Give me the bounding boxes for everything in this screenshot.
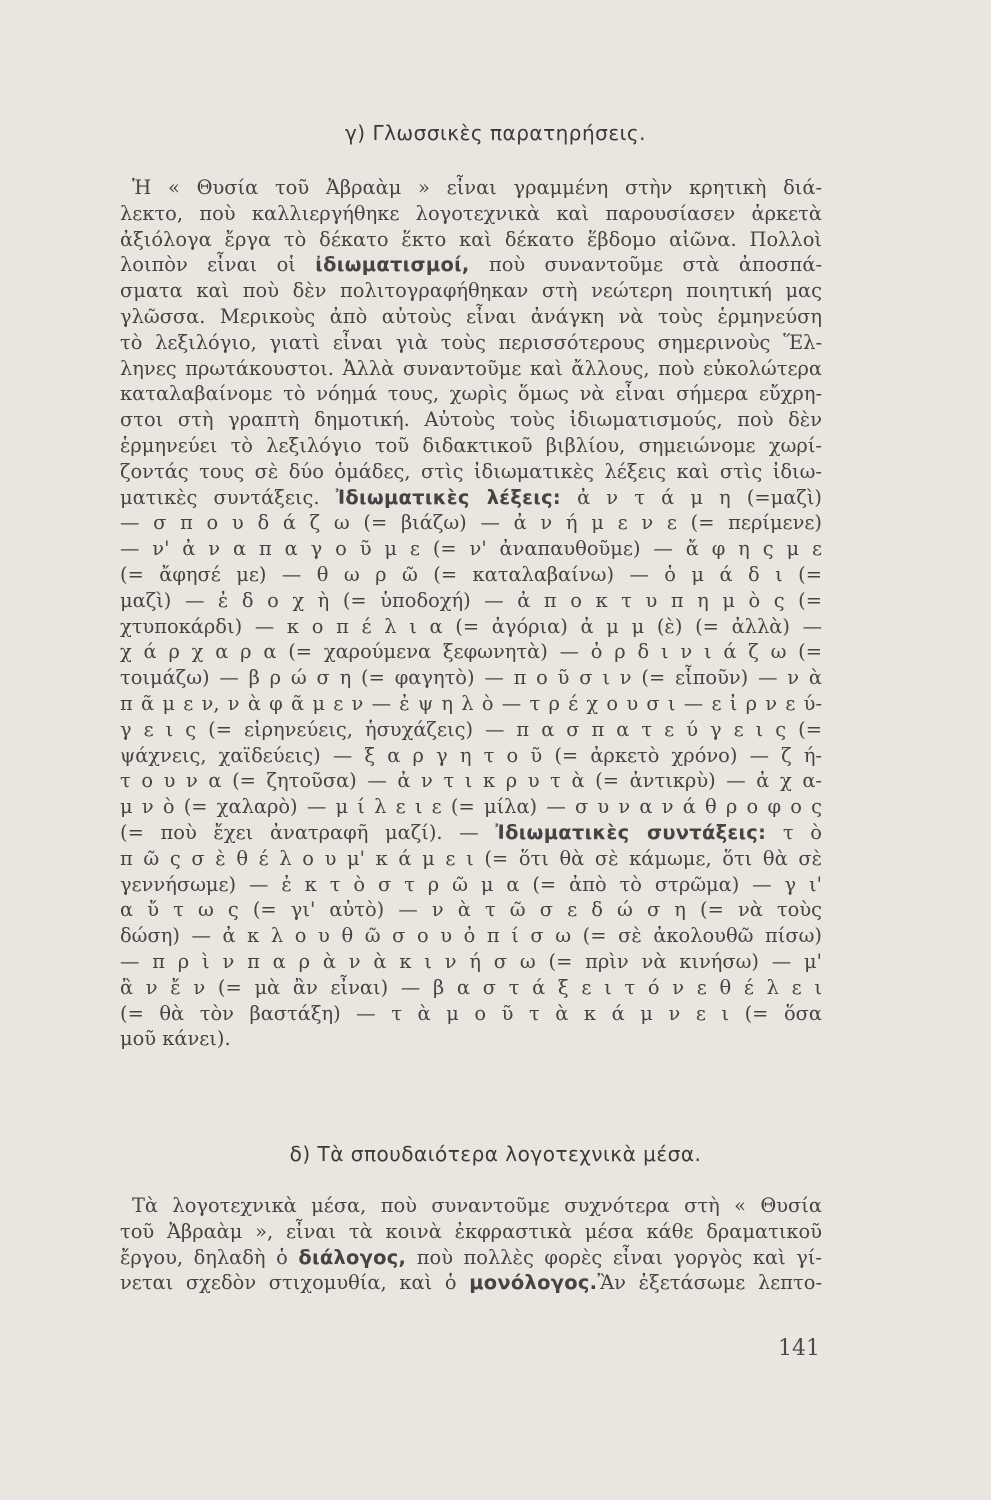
text-line: τὸ λεξιλόγιο, γιατὶ εἶναι γιὰ τοὺς περισσότερους σημερινοὺς Ἕλ- xyxy=(120,330,822,354)
text-line: δώση) — ἀ κ λ ο υ θ ῶ σ ο υ ὀ π ί σ ω (= σὲ ἀκολουθῶ πίσω) xyxy=(120,924,822,948)
text-line: α ὔ τ ω ς (= γι' αὐτὸ) — ν ὰ τ ῶ σ ε δ ώ σ η (= νὰ τοὺς xyxy=(120,898,822,922)
text-line: λεκτο, ποὺ καλλιεργήθηκε λογοτεχνικὰ καὶ παρουσίασεν ἀρκετὰ xyxy=(120,201,822,225)
text-line: ψάχνεις, χαϊδεύεις) — ξ α ρ γ η τ ο ῦ (= ἀρκετὸ χρόνο) — ζ ή- xyxy=(120,743,822,767)
text-line: ἑρμηνεύει τὸ λεξιλόγιο τοῦ διδακτικοῦ βιβλίου, σημειώνομε χωρί- xyxy=(120,433,822,457)
text-line: λοιπὸν εἶναι οἱ ἰδιωματισμοί, ποὺ συναντοῦμε στὰ ἀποσπά- xyxy=(120,253,822,277)
text-line: (= ποὺ ἔχει ἀνατραφῆ μαζί). — Ἰδιωματικὲς συντάξεις: τ ὸ xyxy=(120,820,822,844)
text-line: ζοντάς τους σὲ δύο ὁμάδες, στὶς ἰδιωματικὲς λέξεις καὶ στὶς ἰδιω- xyxy=(120,459,822,483)
text-line: μοῦ κάνει). xyxy=(120,1027,231,1051)
text-line: χ ά ρ χ α ρ α (= χαρούμενα ξεφωνητὰ) — ὀ ρ δ ι ν ι ά ζ ω (= xyxy=(120,640,822,664)
text-line: π ῶ ς σ ὲ θ έ λ ο υ μ' κ ά μ ε ι (= ὅτι θὰ σὲ κάμωμε, ὅτι θὰ σὲ xyxy=(120,846,822,870)
text-line: τοιμάζω) — β ρ ώ σ η (= φαγητὸ) — π ο ῦ σ ι ν (= εἶποῦν) — ν ὰ xyxy=(120,666,822,690)
paragraph-linguistic-remarks xyxy=(120,175,822,1052)
text-line: ματικὲς συντάξεις. Ἰδιωματικὲς λέξεις: ἀ ν τ ά μ η (=μαζὶ) xyxy=(120,485,822,509)
bold-term: ἰδιωματισμοί, xyxy=(315,253,470,277)
text-line: καταλαβαίνομε τὸ νόημά τους, χωρὶς ὅμως νὰ εἶναι σήμερα εὔχρη- xyxy=(120,382,822,406)
bold-term: Ἰδιωματικὲς συντάξεις: xyxy=(495,820,767,844)
text-line: σματα καὶ ποὺ δὲν πολιτογραφήθηκαν στὴ νεώτερη ποιητική μας xyxy=(120,279,822,303)
text-line: μαζὶ) — ἐ δ ο χ ὴ (= ὑποδοχή) — ἀ π ο κ τ υ π η μ ὸ ς (= xyxy=(120,588,822,612)
text-line: ἔργου, δηλαδὴ ὁ διάλογος, ποὺ πολλὲς φορὲς εἶναι γοργὸς καὶ γί- xyxy=(120,1245,822,1269)
text-line: — ν' ἀ ν α π α γ ο ῦ μ ε (= ν' ἀναπαυθοῦμε) — ἄ φ η ς μ ε xyxy=(120,537,822,561)
text-line: — σ π ο υ δ ά ζ ω (= βιάζω) — ἀ ν ή μ ε ν ε (= περίμενε) xyxy=(120,511,822,535)
section-heading-g: γ) Γλωσσικὲς παρατηρήσεις. xyxy=(344,121,647,145)
text-line: χτυποκάρδι) — κ ο π έ λ ι α (= ἀγόρια) ἀ μ μ (ὲ) (= ἀλλὰ) — xyxy=(120,614,822,638)
text-line: τοῦ Ἀβραὰμ », εἶναι τὰ κοινὰ ἐκφραστικὰ μέσα κάθε δραματικοῦ xyxy=(120,1219,822,1243)
text-line: (= ἄφησέ με) — θ ω ρ ῶ (= καταλαβαίνω) — ὁ μ ά δ ι (= xyxy=(120,562,822,586)
text-line: (= θὰ τὸν βαστάξη) — τ ὰ μ ο ῦ τ ὰ κ ά μ ν ε ι (= ὅσα xyxy=(120,1001,822,1025)
section-heading-d: δ) Τὰ σπουδαιότερα λογοτεχνικὰ μέσα. xyxy=(289,1142,702,1166)
paragraph-literary-means xyxy=(120,1193,822,1296)
text-line: — π ρ ὶ ν π α ρ ὰ ν ὰ κ ι ν ή σ ω (= πρὶν νὰ κινήσω) — μ' xyxy=(120,949,822,973)
bold-term: διάλογος, xyxy=(298,1245,407,1269)
text-line: Τὰ λογοτεχνικὰ μέσα, ποὺ συναντοῦμε συχνότερα στὴ « Θυσία xyxy=(132,1194,822,1217)
text-line: γεννήσωμε) — ἐ κ τ ὸ σ τ ρ ῶ μ α (= ἀπὸ τὸ στρῶμα) — γ ι' xyxy=(120,872,822,896)
text-line: ληνες πρωτάκουστοι. Ἀλλὰ συναντοῦμε καὶ ἄλλους, ποὺ εὐκολώτερα xyxy=(120,356,822,380)
page-number: 141 xyxy=(778,1336,820,1361)
text-line: ἀξιόλογα ἔργα τὸ δέκατο ἕκτο καὶ δέκατο ἕβδομο αἰῶνα. Πολλοὶ xyxy=(120,227,822,251)
text-line: τ ο υ ν α (= ζητοῦσα) — ἀ ν τ ι κ ρ υ τ ὰ (= ἀντικρὺ) — ἀ χ α- xyxy=(120,769,822,793)
text-line: γ ε ι ς (= εἰρηνεύεις, ἡσυχάζεις) — π α σ π α τ ε ύ γ ε ι ς (= xyxy=(120,717,822,741)
bold-term: μονόλογος. xyxy=(469,1271,598,1295)
text-line: ἂ ν ἔ ν (= μὰ ἂν εἶναι) — β α σ τ ά ξ ε ι τ ό ν ε θ έ λ ε ι xyxy=(120,975,822,999)
text-line: π ᾶ μ ε ν, ν ὰ φ ᾶ μ ε ν — ἐ ψ η λ ὸ — τ ρ έ χ ο υ σ ι — ε ἰ ρ ν ε ύ- xyxy=(120,691,822,715)
text-line: στοι στὴ γραπτὴ δημοτική. Αὐτοὺς τοὺς ἰδιωματισμούς, ποὺ δὲν xyxy=(120,408,822,432)
text-line: μ ν ὸ (= χαλαρὸ) — μ ί λ ε ι ε (= μίλα) — σ υ ν α ν ά θ ρ ο φ ο ς xyxy=(120,795,822,819)
text-line: γλῶσσα. Μερικοὺς ἀπὸ αὐτοὺς εἶναι ἀνάγκη νὰ τοὺς ἑρμηνεύση xyxy=(120,304,822,328)
bold-term: Ἰδιωματικὲς λέξεις: xyxy=(335,485,561,509)
text-line: νεται σχεδὸν στιχομυθία, καὶ ὁ μονόλογος.Ἂν ἐξετάσωμε λεπτο- xyxy=(120,1271,823,1295)
text-line: Ἡ « Θυσία τοῦ Ἀβραὰμ » εἶναι γραμμένη στὴν κρητικὴ διά- xyxy=(132,176,822,199)
